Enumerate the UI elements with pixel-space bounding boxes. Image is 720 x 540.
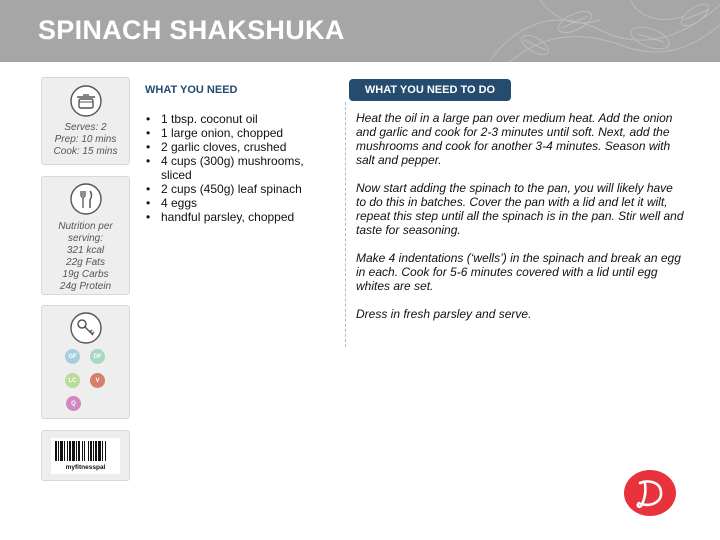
barcode-bar — [105, 441, 106, 461]
diet-badge-q-label: Q — [71, 400, 76, 407]
barcode-bar — [64, 441, 65, 461]
header-banner — [0, 0, 720, 62]
barcode-bar — [76, 441, 77, 461]
method-heading — [349, 79, 511, 101]
method-step: Now start adding the spinach to the pan, you will likely have to do this in batches. Cover the pan with a lid and let it wilt, repeat this step until all the spinach is in the pan. Stir well and taste for seasoning. — [356, 181, 684, 237]
myfitnesspal-label: myfitnesspal — [65, 464, 106, 471]
diet-badge-v — [90, 373, 105, 388]
barcode-bar — [67, 441, 68, 461]
barcode-bar — [72, 441, 75, 461]
nutrition-heading-line2: serving: — [67, 233, 103, 244]
recipe-title: SPINACH SHAKSHUKA — [38, 15, 345, 45]
ingredient-item: • 2 garlic cloves, crushed — [145, 140, 330, 154]
ingredient-item: • 4 eggs — [145, 196, 330, 210]
diet-labels-card — [41, 305, 130, 419]
diet-badge-v-label: V — [95, 377, 100, 384]
ingredient-item: • 1 large onion, chopped — [145, 126, 330, 140]
ingredient-item: • handful parsley, chopped — [145, 210, 330, 224]
serving-info-card — [41, 77, 130, 165]
column-divider — [345, 102, 346, 347]
diet-badge-lc-label: LC — [68, 377, 77, 384]
barcode-bar — [98, 441, 101, 461]
kcal-text: 321 kcal — [66, 245, 105, 256]
nutrition-heading-line1: Nutrition per — [58, 221, 113, 232]
barcode-bar — [55, 441, 57, 461]
method-step: Heat the oil in a large pan over medium heat. Add the onion and garlic and cook for 2-3 minutes until soft. Next, add the mushrooms and cook for another 3-4 minutes. Season with salt and pepper. — [356, 111, 673, 167]
method-step: Dress in fresh parsley and serve. — [356, 307, 532, 321]
diet-badge-lc — [65, 373, 80, 388]
cook-time-text: Cook: 15 mins — [53, 146, 118, 157]
barcode-bar — [82, 441, 83, 461]
barcode-bar — [90, 441, 92, 461]
diet-badge-gf — [65, 349, 80, 364]
diet-badge-df — [90, 349, 105, 364]
fats-text: 22g Fats — [66, 257, 105, 268]
barcode-bar — [95, 441, 97, 461]
barcode-bar — [78, 441, 80, 461]
cooking-pot-icon — [70, 85, 102, 117]
barcode-bar — [102, 441, 103, 461]
method-step: Make 4 indentations (‘wells’) in the spinach and break an egg in each. Cook for 5-6 minutes covered with a lid until egg whites are set. — [356, 251, 681, 293]
diet-badge-df-label: DF — [93, 353, 102, 360]
diet-badge-q — [66, 396, 81, 411]
protein-text: 24g Protein — [59, 281, 112, 292]
key-icon — [70, 312, 102, 344]
ingredient-item: • 2 cups (450g) leaf spinach — [145, 182, 330, 196]
leaf-pattern-decoration — [480, 0, 720, 62]
brand-logo-icon — [623, 469, 677, 517]
ingredients-heading: WHAT YOU NEED — [145, 84, 238, 96]
ingredient-item: • 4 cups (300g) mushrooms, sliced — [145, 154, 330, 182]
method-heading-label: WHAT YOU NEED TO DO — [364, 84, 496, 96]
barcode-panel — [51, 438, 120, 474]
ingredient-item: • 1 tbsp. coconut oil — [145, 112, 330, 126]
diet-badge-gf-label: GF — [68, 353, 77, 360]
barcode-icon — [51, 438, 120, 464]
serves-text: Serves: 2 — [64, 122, 107, 133]
barcode-bar — [69, 441, 71, 461]
prep-time-text: Prep: 10 mins — [54, 134, 117, 145]
barcode-bar — [84, 441, 85, 461]
myfitnesspal-barcode-card[interactable] — [41, 430, 130, 481]
ingredients-list — [145, 112, 330, 224]
nutrition-details — [42, 221, 129, 293]
serving-details — [42, 122, 129, 158]
barcode-bar — [88, 441, 89, 461]
carbs-text: 19g Carbs — [62, 269, 109, 280]
barcode-bar — [60, 441, 63, 461]
nutrition-card — [41, 176, 130, 295]
barcode-bar — [93, 441, 94, 461]
fork-knife-icon — [70, 183, 102, 215]
barcode-bar — [58, 441, 59, 461]
method-steps — [356, 111, 686, 335]
